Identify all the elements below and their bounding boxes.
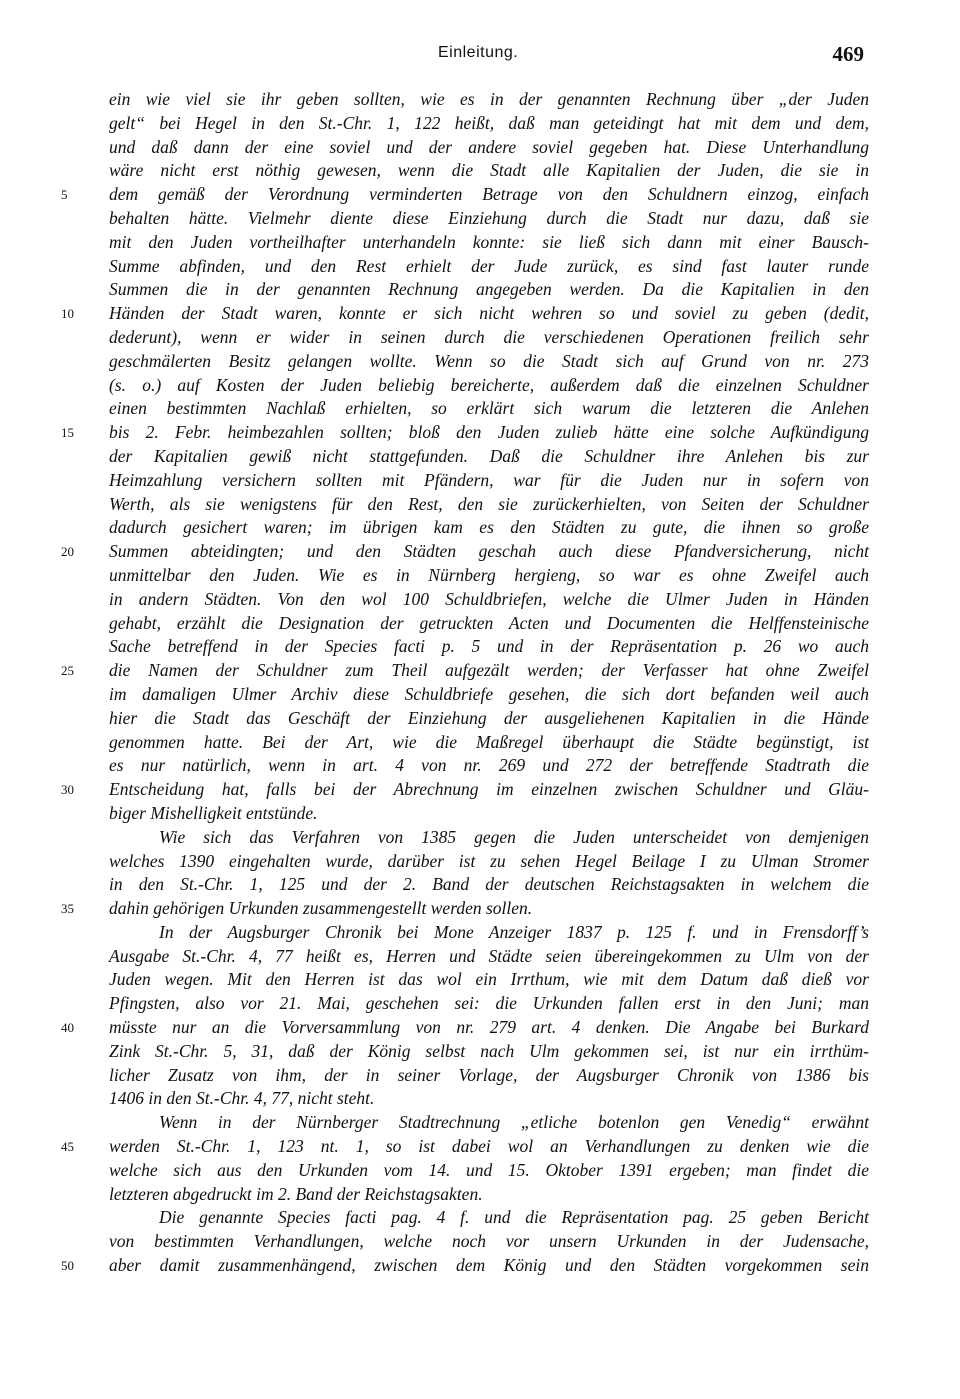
text-line — [109, 1040, 869, 1064]
page-number: 469 — [832, 42, 864, 66]
line-number: 40 — [61, 1020, 74, 1036]
text-line — [109, 707, 869, 731]
line-text: letzteren abgedruckt im 2. Band der Reichstagsakten. — [109, 1183, 483, 1204]
line-text: dederunt), wenn er wider in seinen durch die verschiedenen Operationen freilich sehr — [109, 326, 869, 347]
line-text: die Namen der Schuldner zum Theil aufgezält werden; der Verfasser hat ohne Zweifel — [109, 660, 869, 681]
text-line — [109, 516, 869, 540]
line-text: welches 1390 eingehalten wurde, darüber ist zu sehen Hegel Beilage I zu Ulman Stromer — [109, 850, 869, 871]
line-text: wäre nicht erst nöthig gewesen, wenn die Stadt alle Kapitalien der Juden, die sie in — [109, 160, 869, 181]
text-line — [61, 778, 869, 802]
line-text: dadurch gesichert waren; im übrigen kam es den Städten zu gute, die ihnen so große — [109, 517, 869, 538]
line-text: In der Augsburger Chronik bei Mone Anzeiger 1837 p. 125 f. und in Frensdorff’s — [159, 921, 869, 942]
text-line — [61, 659, 869, 683]
line-text: im damaligen Ulmer Archiv diese Schuldbriefe gesehen, die sich dort befanden weil auch — [109, 683, 869, 704]
text-line — [109, 1183, 869, 1207]
running-head-title: Einleitung. — [438, 44, 519, 61]
text-line — [109, 278, 869, 302]
line-number: 25 — [61, 663, 74, 679]
line-text: Juden wegen. Mit den Herren ist das wol ein Irrthum, wie mit dem Datum daß dieß vor — [109, 969, 869, 990]
line-text: in den St.-Chr. 1, 125 und der 2. Band der deutschen Reichstagsakten in welchem die — [109, 874, 869, 895]
text-line — [109, 445, 869, 469]
body-text — [61, 88, 869, 1278]
line-text: gehabt, erzählt die Designation der getruckten Acten und Documenten die Helffensteinische — [109, 612, 869, 633]
text-line — [109, 992, 869, 1016]
line-text: Ausgabe St.-Chr. 4, 77 heißt es, Herren und Städte seien übereingekommen zu Ulm von der — [109, 945, 869, 966]
line-text: Zink St.-Chr. 5, 31, daß der König selbst nach Ulm gekommen sei, ist nur ein irrthüm- — [109, 1040, 869, 1061]
text-line — [109, 397, 869, 421]
text-line — [109, 564, 869, 588]
text-line — [61, 421, 869, 445]
line-text: müsste nur an die Vorversammlung von nr. 279 art. 4 denken. Die Angabe bei Burkard — [109, 1017, 869, 1038]
text-line — [109, 159, 869, 183]
line-text: Summen abteidingten; und den Städten geschah auch diese Pfandversicherung, nicht — [109, 541, 869, 562]
text-line — [109, 921, 869, 945]
text-line — [61, 183, 869, 207]
text-line — [109, 326, 869, 350]
text-line — [109, 873, 869, 897]
line-number: 15 — [61, 425, 74, 441]
line-text: dem gemäß der Verordnung verminderten Betrage von den Schuldnern einzog, einfach — [109, 184, 869, 205]
line-number: 10 — [61, 306, 74, 322]
line-text: behalten hätte. Vielmehr diente diese Einziehung durch die Stadt nur dazu, daß sie — [109, 207, 869, 228]
text-line — [61, 1135, 869, 1159]
text-line — [109, 1087, 869, 1111]
line-number: 30 — [61, 782, 74, 798]
text-line — [109, 136, 869, 160]
line-text: Wie sich das Verfahren von 1385 gegen die Juden unterscheidet von demjenigen — [159, 826, 869, 847]
line-text: bis 2. Febr. heimbezahlen sollten; bloß den Juden zulieb hätte eine solche Aufkündigung — [109, 422, 869, 443]
text-line — [109, 945, 869, 969]
line-text: ein wie viel sie ihr geben sollten, wie es in der genannten Rechnung über „der Juden — [109, 89, 869, 109]
line-number: 50 — [61, 1258, 74, 1274]
text-line — [109, 112, 869, 136]
text-line — [109, 850, 869, 874]
text-line — [109, 1206, 869, 1230]
text-line — [109, 731, 869, 755]
text-line — [109, 374, 869, 398]
text-line — [109, 1064, 869, 1088]
line-number: 35 — [61, 901, 74, 917]
line-text: unmittelbar den Juden. Wie es in Nürnberg hergieng, so war es ohne Zweifel auch — [109, 564, 869, 585]
text-line — [109, 493, 869, 517]
line-text: Werth, als sie wenigstens für den Rest, den sie zurückerhielten, von Seiten der Schuldner — [109, 493, 869, 514]
text-line — [61, 302, 869, 326]
line-text: von bestimmten Verhandlungen, welche noch vor unsern Urkunden in der Judensache, — [109, 1231, 869, 1252]
line-number: 20 — [61, 544, 74, 560]
line-text: einen bestimmten Nachlaß erhielten, so erklärt sich warum die letzteren die Anlehen — [109, 398, 869, 419]
text-line — [109, 588, 869, 612]
line-text: Summen die in der genannten Rechnung angegeben werden. Da die Kapitalien in den — [109, 279, 869, 300]
line-text: Händen der Stadt waren, konnte er sich nicht wehren so und soviel zu geben (dedit, — [109, 303, 869, 324]
line-text: in andern Städten. Von den wol 100 Schuldbriefen, welche die Ulmer Juden in Händen — [109, 588, 869, 609]
line-number: 45 — [61, 1139, 74, 1155]
text-line — [109, 683, 869, 707]
text-line — [109, 826, 869, 850]
text-line — [109, 1111, 869, 1135]
line-text: Wenn in der Nürnberger Stadtrechnung „etliche botenlon gen Venedig“ erwähnt — [159, 1112, 869, 1133]
line-text: mit den Juden vortheilhafter unterhandeln konnte: sie ließ sich dann mit einer Bausch- — [109, 231, 869, 252]
line-text: genommen hatte. Bei der Art, wie die Maßregel überhaupt die Städte begünstigt, ist — [109, 731, 869, 752]
text-line — [61, 897, 869, 921]
line-text: Summe abfinden, und den Rest erhielt der Jude zurück, es sind fast lauter runde — [109, 255, 869, 276]
line-text: werden St.-Chr. 1, 123 nt. 1, so ist dabei wol an Verhandlungen zu denken wie die — [109, 1136, 869, 1157]
line-text: gelt“ bei Hegel in den St.-Chr. 1, 122 heißt, daß man geteidingt hat mit dem und dem, — [109, 112, 869, 133]
text-line — [109, 469, 869, 493]
line-text: es nur natürlich, wenn in art. 4 von nr. 269 und 272 der betreffende Stadtrath die — [109, 755, 869, 776]
text-line — [61, 540, 869, 564]
text-line — [109, 255, 869, 279]
text-line — [61, 1254, 869, 1278]
running-head — [0, 44, 960, 68]
line-number: 5 — [61, 187, 68, 203]
text-line — [109, 802, 869, 826]
text-line — [109, 612, 869, 636]
line-text: aber damit zusammenhängend, zwischen dem König und den Städten vorgekommen sein — [109, 1255, 869, 1276]
line-text: biger Mishelligkeit entstünde. — [109, 802, 318, 823]
text-line — [109, 207, 869, 231]
text-line — [109, 754, 869, 778]
line-text: der Kapitalien gewiß nicht stattgefunden. Daß die Schuldner ihre Anlehen bis zur — [109, 445, 869, 466]
text-line — [109, 1230, 869, 1254]
text-line — [109, 1159, 869, 1183]
text-line — [109, 88, 869, 112]
line-text: hier die Stadt das Geschäft der Einziehung der ausgeliehenen Kapitalien in die Hände — [109, 707, 869, 728]
line-text: Die genannte Species facti pag. 4 f. und die Repräsentation pag. 25 geben Bericht — [159, 1207, 869, 1228]
text-line — [109, 968, 869, 992]
line-text: licher Zusatz von ihm, der in seiner Vorlage, der Augsburger Chronik von 1386 bis — [109, 1064, 869, 1085]
line-text: dahin gehörigen Urkunden zusammengestellt werden sollen. — [109, 898, 533, 919]
text-line — [109, 231, 869, 255]
text-line — [61, 1016, 869, 1040]
text-line — [109, 635, 869, 659]
line-text: Heimzahlung versichern sollten mit Pfändern, war für die Juden nur in sofern von — [109, 469, 869, 490]
line-text: welche sich aus den Urkunden vom 14. und 15. Oktober 1391 ergeben; man findet die — [109, 1159, 869, 1180]
line-text: geschmälerten Besitz gelangen wollte. Wenn so die Stadt sich auf Grund von nr. 273 — [109, 350, 869, 371]
text-line — [109, 350, 869, 374]
line-text: und daß dann der eine soviel und der andere soviel gegeben hat. Diese Unterhandlung — [109, 136, 869, 157]
line-text: 1406 in den St.-Chr. 4, 77, nicht steht. — [109, 1088, 375, 1109]
line-text: Pfingsten, also vor 21. Mai, geschehen sei: die Urkunden fallen erst in den Juni; man — [109, 993, 869, 1014]
line-text: Entscheidung hat, falls bei der Abrechnung im einzelnen zwischen Schuldner und Gläu- — [109, 779, 869, 800]
line-text: (s. o.) auf Kosten der Juden beliebig bereicherte, außerdem daß die einzelnen Schuldner — [109, 374, 869, 395]
line-text: Sache betreffend in der Species facti p. 5 und in der Repräsentation p. 26 wo auch — [109, 636, 869, 657]
